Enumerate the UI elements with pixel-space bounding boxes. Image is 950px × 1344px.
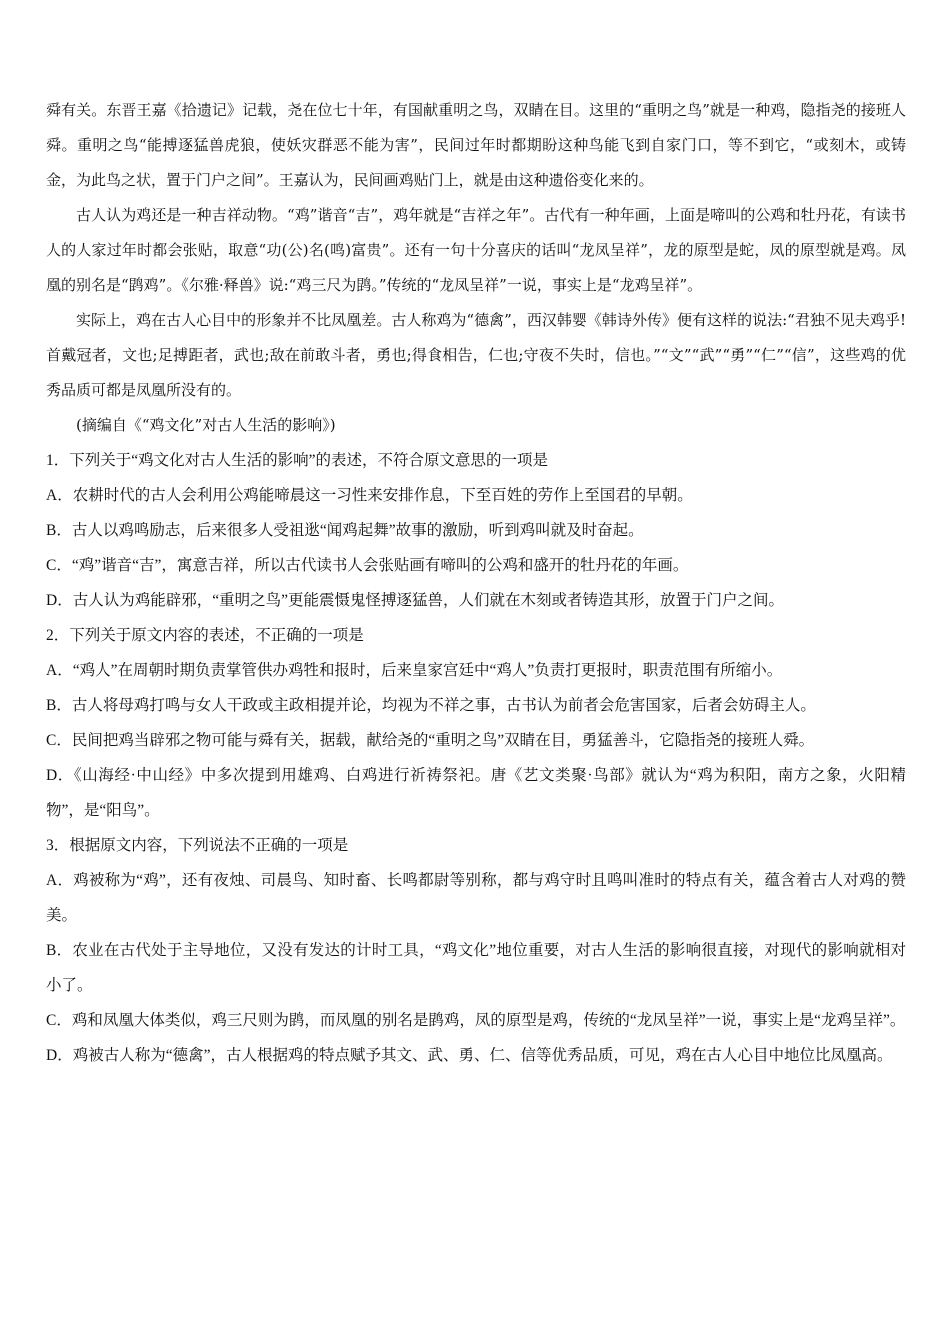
article-paragraph-continued: 舜有关。东晋王嘉《拾遗记》记载，尧在位七十年，有国献重明之鸟，双睛在目。这里的“重明之鸟”就是一种鸡，隐指尧的接班人舜。重明之鸟“能搏逐猛兽虎狼，使妖灾群恶不能为害”，民间过年时都期盼这种鸟能飞到自家门口，等不到它，“或刻木，或铸金，为此鸟之状，置于门户之间”。王嘉认为，民间画鸡贴门上，就是由这种遗俗变化来的。 [46, 101, 906, 189]
question-stem: 1．下列关于“鸡文化对古人生活的影响”的表述，不符合原文意思的一项是 [46, 452, 549, 469]
document-body [46, 93, 906, 1073]
article-source: (摘编自《“鸡文化”对古人生活的影响》) [76, 416, 336, 434]
article-paragraph: 古人认为鸡还是一种吉祥动物。“鸡”谐音“吉”，鸡年就是“吉祥之年”。古代有一种年画，上面是啼叫的公鸡和牡丹花，有读书人的人家过年时都会张贴，取意“功(公)名(鸣)富贵”。还有一句十分喜庆的话叫“龙凤呈祥”，龙的原型是蛇，凤的原型就是鸡。凤凰的别名是“鹍鸡”。《尔雅·释兽》说:“鸡三尺为鹍。”传统的“龙凤呈祥”一说，事实上是“龙鸡呈祥”。 [46, 206, 906, 294]
question-option: B．古人将母鸡打鸣与女人干政或主政相提并论，均视为不祥之事，古书认为前者会危害国家，后者会妨碍主人。 [46, 697, 816, 714]
article-paragraph: 实际上，鸡在古人心目中的形象并不比凤凰差。古人称鸡为“德禽”，西汉韩婴《韩诗外传》便有这样的说法:“君独不见夫鸡乎!首戴冠者，文也;足搏距者，武也;敌在前敢斗者，勇也;得食相告，仁也;守夜不失时，信也。”“文”“武”“勇”“仁”“信”，这些鸡的优秀品质可都是凤凰所没有的。 [46, 311, 906, 399]
question-option: D．鸡被古人称为“德禽”，古人根据鸡的特点赋予其文、武、勇、仁、信等优秀品质，可见，鸡在古人心目中地位比凤凰高。 [46, 1047, 893, 1064]
question-stem: 3．根据原文内容，下列说法不正确的一项是 [46, 837, 349, 854]
question-option: D．古人认为鸡能辟邪，“重明之鸟”更能震慑鬼怪搏逐猛兽，人们就在木刻或者铸造其形，放置于门户之间。 [46, 592, 784, 609]
question-option: D．《山海经·中山经》中多次提到用雄鸡、白鸡进行祈祷祭祀。唐《艺文类聚·鸟部》就认为“鸡为积阳，南方之象，火阳精物”，是“阳鸟”。 [46, 767, 906, 819]
question-option: C．民间把鸡当辟邪之物可能与舜有关，据载，献给尧的“重明之鸟”双睛在目，勇猛善斗，它隐指尧的接班人舜。 [46, 732, 815, 749]
question-option: A．“鸡人”在周朝时期负责掌管供办鸡牲和报时，后来皇家宫廷中“鸡人”负责打更报时，职责范围有所缩小。 [46, 662, 783, 679]
question-option: C．鸡和凤凰大体类似，鸡三尺则为鹍，而凤凰的别名是鹍鸡，凤的原型是鸡，传统的“龙凤呈祥”一说，事实上是“龙鸡呈祥”。 [46, 1012, 906, 1029]
question-stem: 2．下列关于原文内容的表述，不正确的一项是 [46, 627, 364, 644]
question-option: A．农耕时代的古人会利用公鸡能啼晨这一习性来安排作息，下至百姓的劳作上至国君的早朝。 [46, 487, 693, 504]
question-option: C．“鸡”谐音“吉”，寓意吉祥，所以古代读书人会张贴画有啼叫的公鸡和盛开的牡丹花的年画。 [46, 557, 689, 574]
question-option: A．鸡被称为“鸡”，还有夜烛、司晨鸟、知时畜、长鸣都尉等别称，都与鸡守时且鸣叫准时的特点有关，蕴含着古人对鸡的赞美。 [46, 872, 906, 924]
question-option: B．古人以鸡鸣励志，后来很多人受祖逖“闻鸡起舞”故事的激励，听到鸡叫就及时奋起。 [46, 522, 644, 539]
question-option: B．农业在古代处于主导地位，又没有发达的计时工具，“鸡文化”地位重要，对古人生活的影响很直接，对现代的影响就相对小了。 [46, 942, 906, 994]
